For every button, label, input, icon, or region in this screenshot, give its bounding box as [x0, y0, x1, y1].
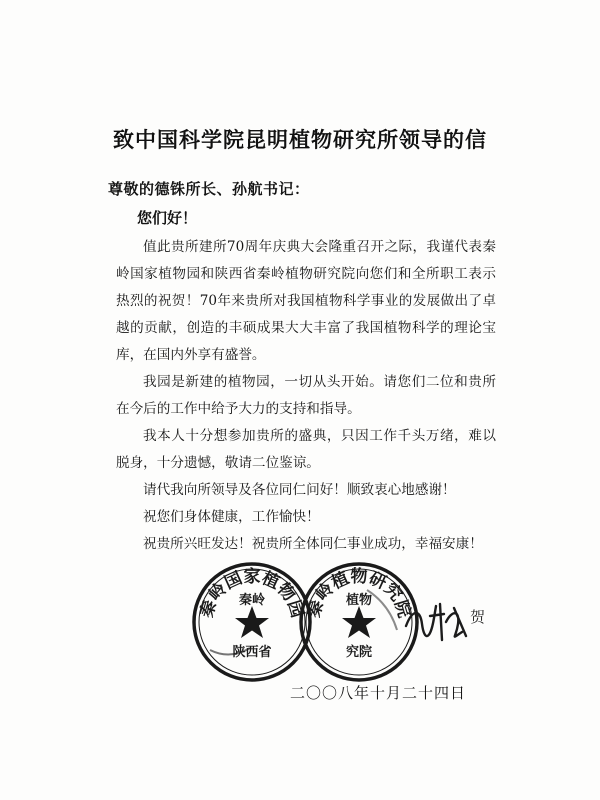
greeting: 您们好！: [137, 209, 198, 227]
left-seal-inner-text: 秦岭: [238, 593, 266, 608]
left-seal-star-icon: [235, 606, 269, 638]
left-seal-bottom-text: 陕西省: [232, 645, 272, 660]
right-seal-bottom-text: 究院: [345, 645, 373, 660]
right-seal-inner-text: 植物: [345, 593, 373, 608]
signature-suffix: 贺: [470, 608, 486, 626]
letter-title: 致中国科学院昆明植物研究所领导的信: [113, 127, 487, 152]
closing-line-health: 祝您们身体健康，工作愉快！: [143, 509, 320, 525]
right-seal-arc-text: 秦岭植物研究院: [303, 567, 415, 621]
body-paragraph-apology: 我本人十分想参加贵所的盛典，只因工作千头万绪，难以脱身，十分遗憾，敬请二位鉴谅。: [116, 428, 496, 471]
letter-date: 二〇〇八年十月二十四日: [290, 684, 467, 702]
closing-line-regards: 请代我向所领导及各位同仁问好！顺致衷心地感谢！: [143, 482, 456, 498]
closing-line-prosperity: 祝贵所兴旺发达！祝贵所全体同仁事业成功，幸福安康！: [143, 536, 483, 552]
right-seal-star-icon: [342, 606, 376, 638]
salutation: 尊敬的德铢所长、孙航书记：: [108, 180, 310, 198]
garden-seal-stamp: [190, 560, 314, 684]
handwritten-signature: [400, 596, 472, 652]
body-paragraph-congratulations: 值此贵所建所70周年庆典大会隆重召开之际，我谨代表秦岭国家植物园和陕西省秦岭植物研究院向您们和全所职工表示热烈的祝贺！70年来贵所对我国植物科学事业的发展做出了卓越的贡献，创造的丰硕成果大大丰富了我国植物科学的理论宝库，在国内外享有盛誉。: [116, 239, 496, 363]
left-seal-arc-text: 秦岭国家植物园: [196, 567, 308, 621]
body-paragraph-support: 我园是新建的植物园，一切从头开始。请您们二位和贵所在今后的工作中给予大力的支持和指导。: [116, 374, 496, 417]
